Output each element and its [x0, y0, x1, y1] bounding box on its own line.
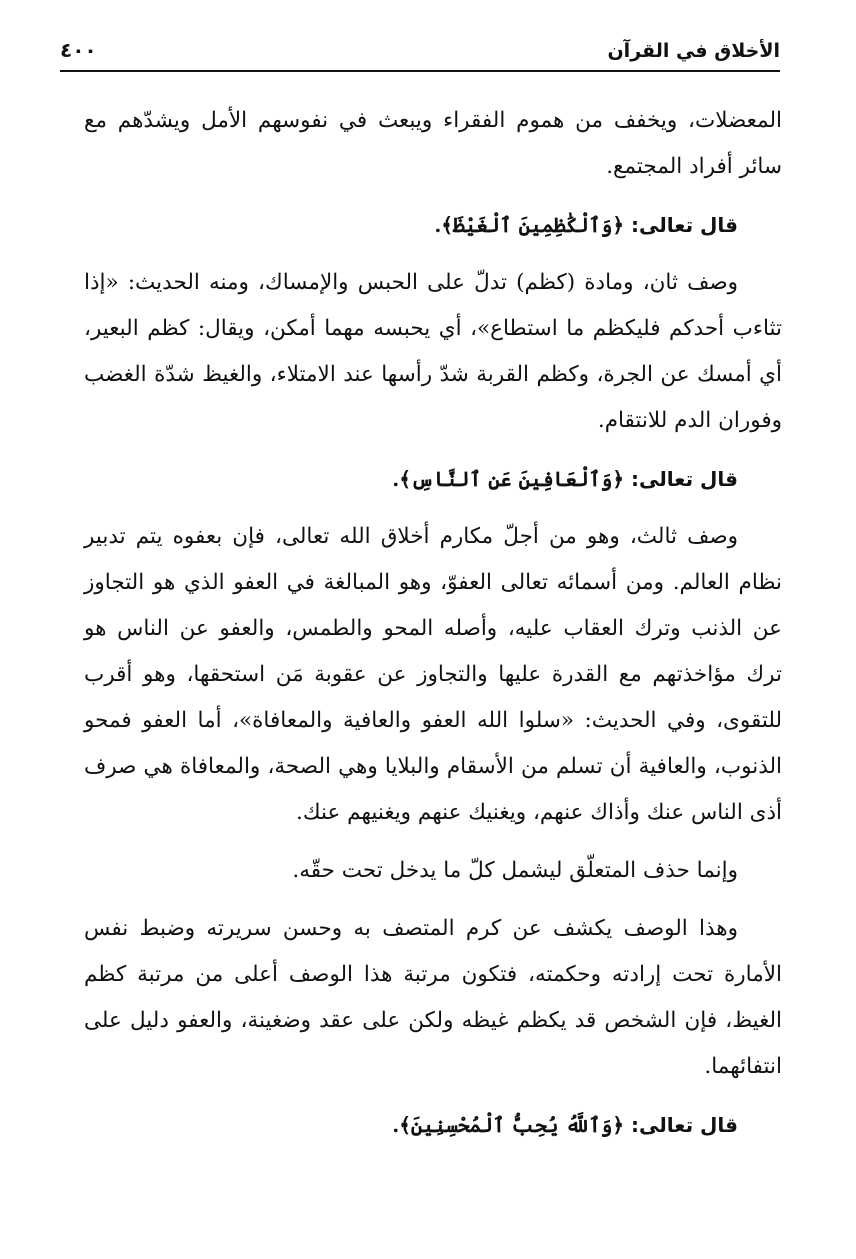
page-body — [84, 98, 782, 1160]
quran-verse: ﴿وَٱلْعَافِينَ عَنِ ٱلنَّاسِ﴾. — [392, 467, 625, 491]
citation-label: قال تعالى: — [624, 213, 738, 237]
quran-citation-2 — [84, 456, 782, 502]
quran-citation-3 — [84, 1102, 782, 1148]
paragraph-kazm: وصف ثان، ومادة (كظم) تدلّ على الحبس والإمساك، ومنه الحديث: «إذا تثاءب أحدكم فليكظم ما استطاع»، أي يحبسه مهما أمكن، ويقال: كظم البعير، أي أمسك عن الجرة، وكظم القربة شدّ رأسها عند الامتلاء، والغيظ شدّة الغضب وفوران الدم للانتقام. — [84, 270, 782, 433]
paragraph-wasf: وهذا الوصف يكشف عن كرم المتصف به وحسن سريرته وضبط نفس الأمارة تحت إرادته وحكمته، فتكون مرتبة هذا الوصف أعلى من مرتبة كظم الغيظ، فإن الشخص قد يكظم غيظه ولكن على عقد وضغينة، والعفو دليل على انتفائهما. — [84, 916, 782, 1079]
page-number: ٤٠٠ — [60, 38, 97, 62]
citation-label: قال تعالى: — [624, 1113, 738, 1137]
paragraph-afw: وصف ثالث، وهو من أجلّ مكارم أخلاق الله تعالى، فإن بعفوه يتم تدبير نظام العالم. ومن أسمائه تعالى العفوّ، وهو المبالغة في العفو الذي هو التجاوز عن الذنب وترك العقاب عليه، وأصله المحو والطمس، والعفو عن الناس هو ترك مؤاخذتهم مع القدرة عليها والتجاوز عن عقوبة مَن استحقها، وهو أقرب للتقوى، وفي الحديث: «سلوا الله العفو والعافية والمعافاة»، أما العفو فمحو الذنوب، والعافية أن تسلم من الأسقام والبلايا وهي الصحة، والمعافاة هي صرف أذى الناس عنك وأذاك عنهم، ويغنيك عنهم ويغنيهم عنك. — [84, 524, 782, 825]
running-title: الأخلاق في القرآن — [607, 40, 780, 62]
quran-verse: ﴿وَٱلْكَٰظِمِينَ ٱلْغَيْظَ﴾. — [434, 213, 625, 237]
header-divider — [60, 70, 780, 72]
citation-label: قال تعالى: — [624, 467, 738, 491]
paragraph-continuation: المعضلات، ويخفف من هموم الفقراء ويبعث في نفوسهم الأمل ويشدّهم مع سائر أفراد المجتمع. — [84, 108, 782, 179]
quran-verse: ﴿وَٱللَّهُ يُحِبُّ ٱلْمُحْسِنِينَ﴾. — [392, 1113, 625, 1137]
page-header — [60, 34, 780, 74]
paragraph-mutaallaq: وإنما حذف المتعلّق ليشمل كلّ ما يدخل تحت حقّه. — [292, 858, 738, 883]
quran-citation-1 — [84, 202, 782, 248]
